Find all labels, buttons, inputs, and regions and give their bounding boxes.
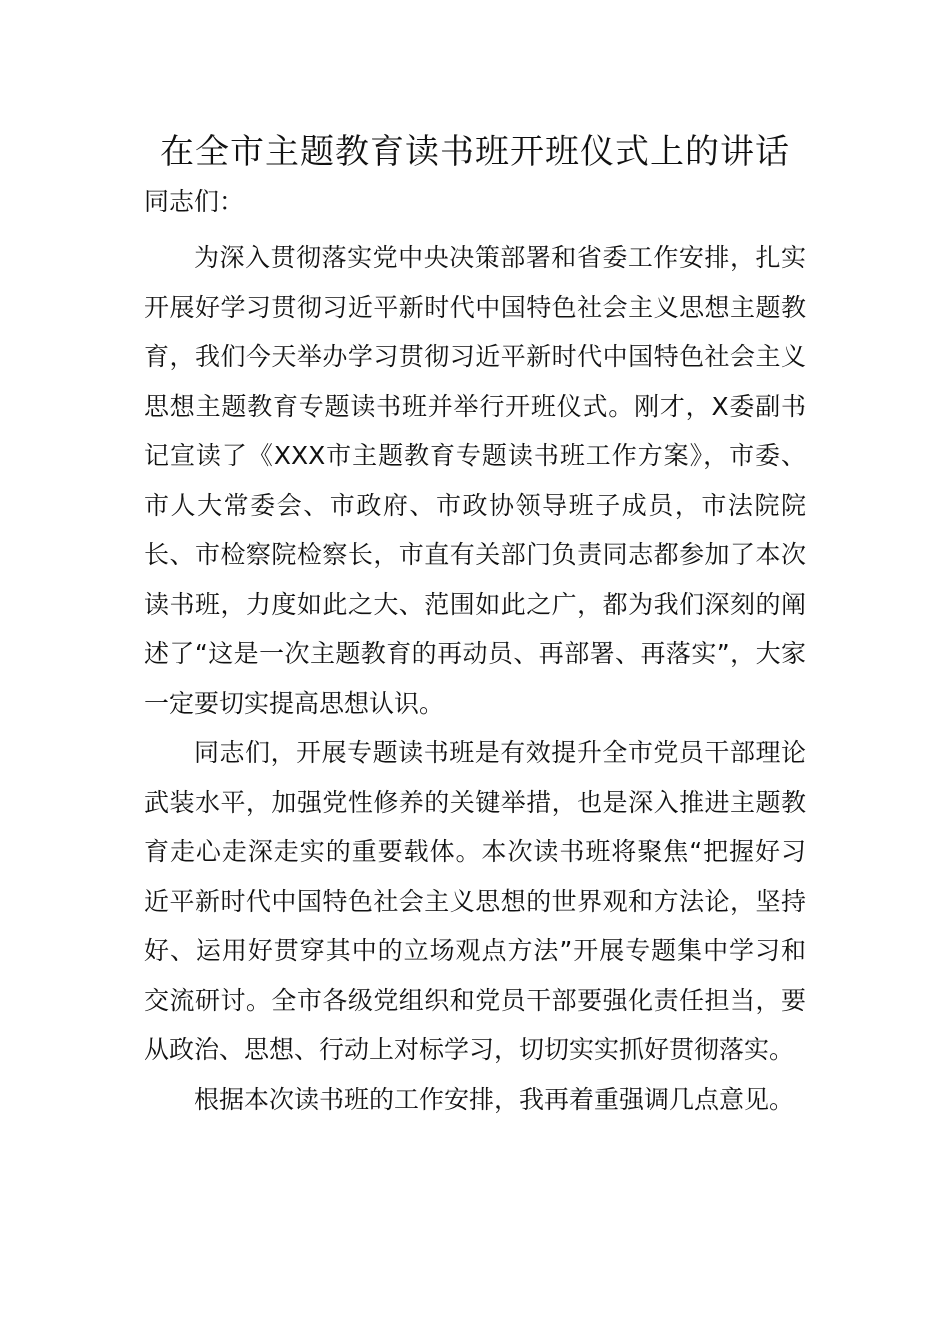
paragraph-2: 同志们，开展专题读书班是有效提升全市党员干部理论武装水平，加强党性修养的关键举措，也是深入推进主题教育走心走深走实的重要载体。本次读书班将聚焦“把握好习近平新时代中国特色社会主义思想的世界观和方法论，坚持好、运用好贯穿其中的立场观点方法”开展专题集中学习和交流研讨。全市各级党组织和党员干部要强化责任担当，要从政治、思想、行动上对标学习，切切实实抓好贯彻落实。 xyxy=(144,738,806,1064)
document-title: 在全市主题教育读书班开班仪式上的讲话 xyxy=(160,132,790,172)
paragraph-1: 为深入贯彻落实党中央决策部署和省委工作安排，扎实开展好学习贯彻习近平新时代中国特色社会主义思想主题教育，我们今天举办学习贯彻习近平新时代中国特色社会主义思想主题教育专题读书班并举行开班仪式。刚才，X委副书记宣读了《XXX市主题教育专题读书班工作方案》，市委、市人大常委会、市政府、市政协领导班子成员，市法院院长、市检察院检察长，市直有关部门负责同志都参加了本次读书班，力度如此之大、范围如此之广，都为我们深刻的阐述了“这是一次主题教育的再动员、再部署、再落实”，大家一定要切实提高思想认识。 xyxy=(144,243,806,718)
document-body xyxy=(144,186,806,1124)
salutation: 同志们： xyxy=(144,187,245,216)
paragraph-3: 根据本次读书班的工作安排，我再着重强调几点意见。 xyxy=(194,1084,795,1114)
